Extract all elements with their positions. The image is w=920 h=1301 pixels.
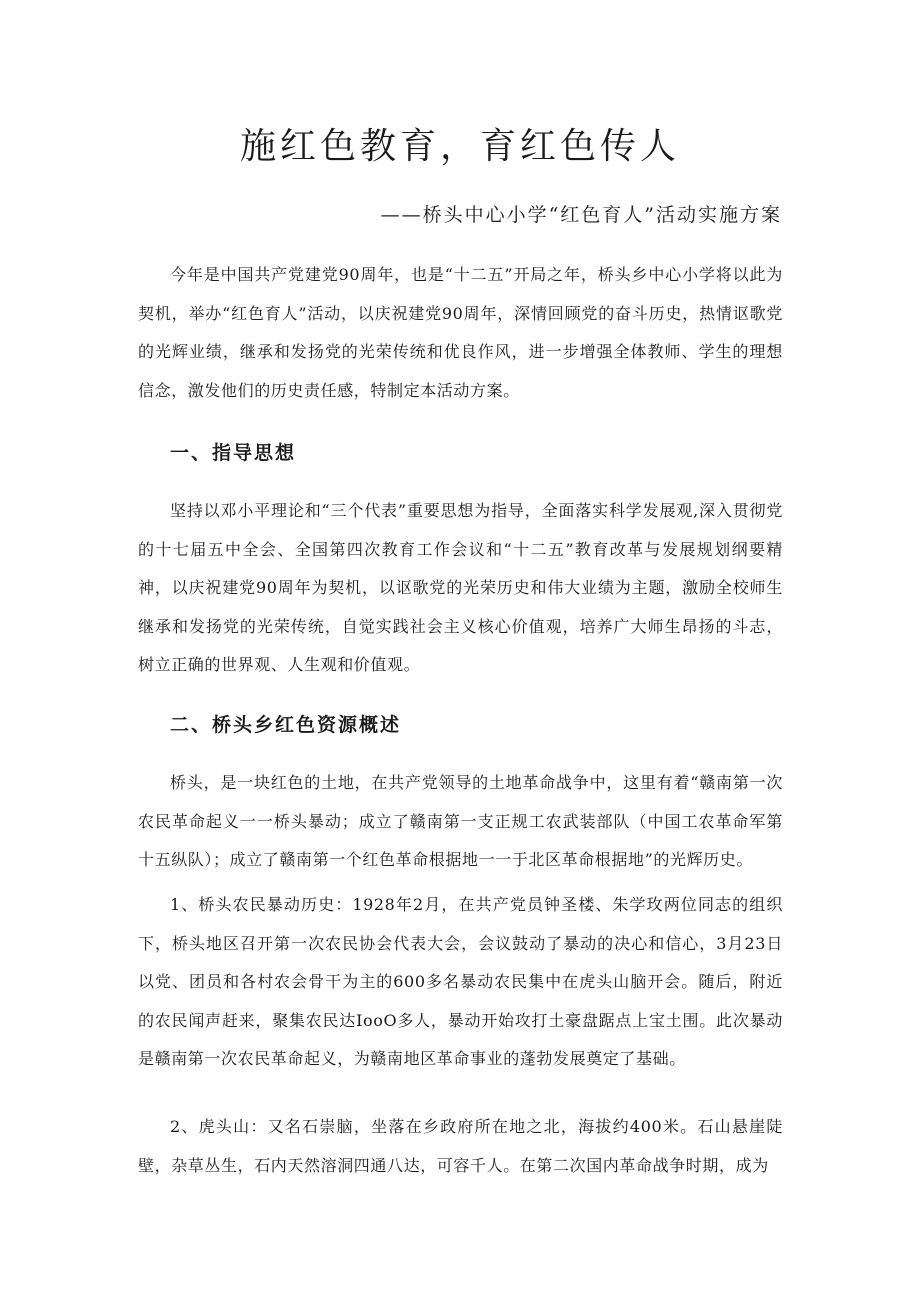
list-item-qiaotou-uprising: 1、桥头农民暴动历史：1928年2月，在共产党员钟圣楼、朱学玫两位同志的组织下，桥头地区召开第一次农民协会代表大会，会议鼓动了暴动的决心和信心，3月23日以党、团员和各村农会骨干为主的600多名暴动农民集中在虎头山脑开会。随后，附近的农民闻声赶来，聚集农民达IooO多人，暴动开始攻打土豪盘踞点上宝土围。此次暴动是赣南第一次农民革命起义，为赣南地区革命事业的蓬勃发展奠定了基础。 xyxy=(138,895,783,1068)
section-heading-guiding-ideology: 一、指导思想 xyxy=(170,442,297,464)
document-subtitle: ——桥头中心小学“红色育人”活动实施方案 xyxy=(380,204,782,226)
section-heading-red-resources: 二、桥头乡红色资源概述 xyxy=(170,714,402,736)
red-resources-paragraph: 桥头，是一块红色的土地，在共产党领导的土地革命战争中，这里有着“赣南第一次农民革命起义一一桥头暴动；成立了赣南第一支正规工农武装部队（中国工农革命军第十五纵队）；成立了赣南第一个红色革命根据地一一于北区革命根据地”的光辉历史。 xyxy=(138,773,783,869)
document-title: 施红色教育，育红色传人 xyxy=(239,126,680,167)
guiding-ideology-paragraph: 坚持以邓小平理论和“三个代表”重要思想为指导，全面落实科学发展观,深入贯彻党的十七届五中全会、全国第四次教育工作会议和“十二五”教育改革与发展规划纲要精神，以庆祝建党90周年为契机，以讴歌党的光荣历史和伟大业绩为主题，激励全校师生继承和发扬党的光荣传统，自觉实践社会主义核心价值观，培养广大师生昂扬的斗志，树立正确的世界观、人生观和价值观。 xyxy=(138,501,783,674)
list-item-hutou-mountain: 2、虎头山：又名石崇脑，坐落在乡政府所在地之北，海拔约400米。石山悬崖陡壁，杂草丛生，石内天然溶洞四通八达，可容千人。在第二次国内革命战争时期，成为 xyxy=(138,1117,783,1175)
intro-paragraph: 今年是中国共产党建党90周年，也是“十二五”开局之年，桥头乡中心小学将以此为契机，举办“红色育人”活动，以庆祝建党90周年，深情回顾党的奋斗历史，热情讴歌党的光辉业绩，继承和发扬党的光荣传统和优良作风，进一步增强全体教师、学生的理想信念，激发他们的历史责任感，特制定本活动方案。 xyxy=(138,265,783,400)
